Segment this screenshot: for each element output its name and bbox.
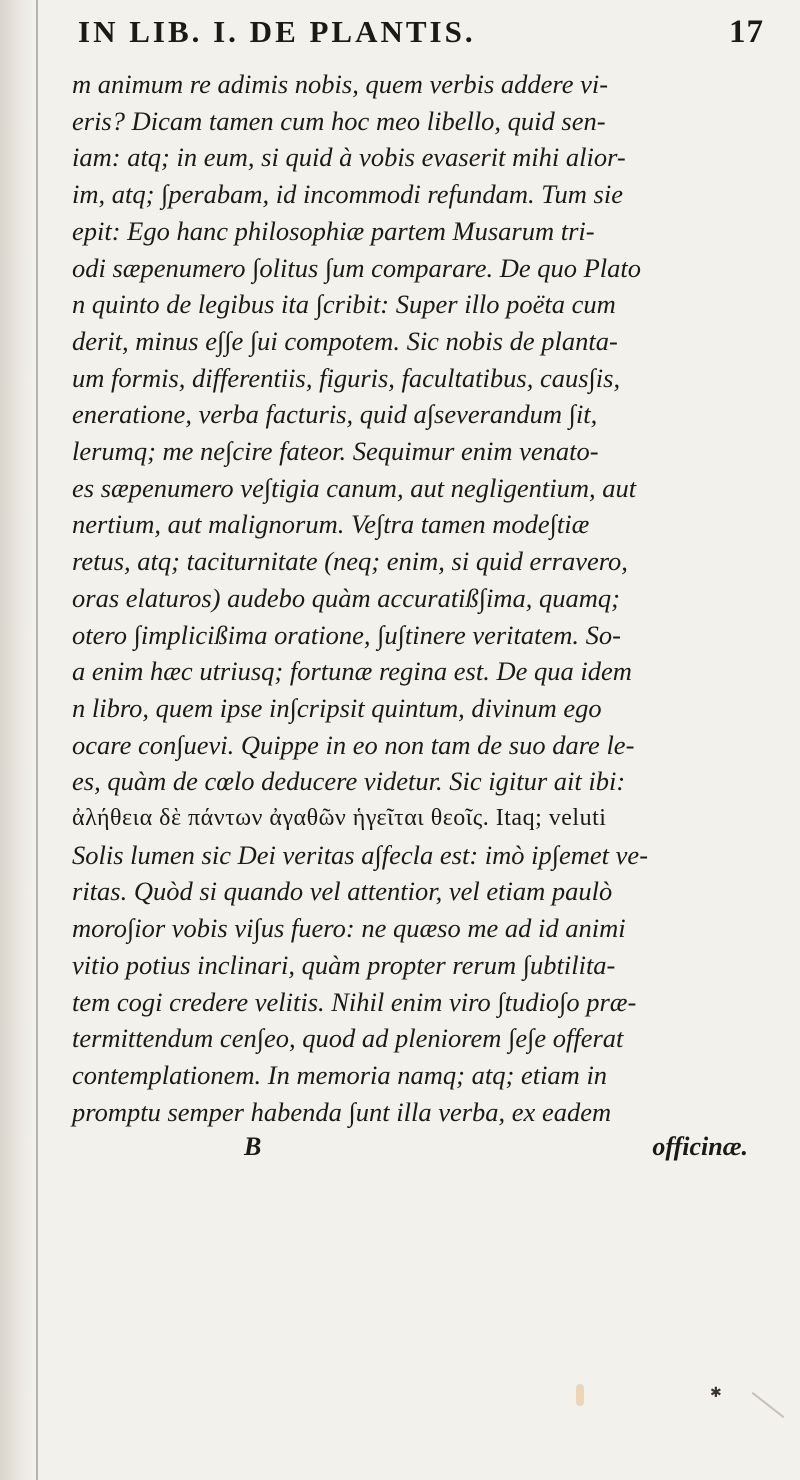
text-line: iam: atq; in eum, si quid à vobis evaserit mihi alior-	[72, 142, 626, 173]
text-line: lerumq; me ne∫cire fateor. Sequimur enim venato-	[72, 436, 599, 467]
catchword: officinæ.	[652, 1132, 748, 1162]
body-text	[52, 66, 772, 1130]
text-line: n libro, quem ipse in∫cripsit quintum, divinum ego	[72, 692, 602, 723]
binding-gutter	[0, 0, 34, 1480]
text-line: retus, atq; taciturnitate (neq; enim, si quid erravero,	[72, 546, 628, 577]
text-line: a enim hæc utriusq; fortunæ regina est. De qua idem	[72, 656, 632, 687]
scan-artifact-line	[752, 1392, 785, 1418]
text-line: promptu semper habenda ∫unt illa verba, ex eadem	[72, 1096, 612, 1127]
text-line: tem cogi credere velitis. Nihil enim viro ∫tudio∫o præ-	[72, 986, 637, 1017]
text-line: derit, minus e∫∫e ∫ui compotem. Sic nobis de planta-	[72, 325, 618, 356]
binding-edge	[36, 0, 38, 1480]
page-number: 17	[729, 14, 764, 50]
text-line: oras elaturos) audebo quàm accuratiß∫ima, quamq;	[72, 582, 621, 613]
text-line: epit: Ego hanc philosophiæ partem Musarum tri-	[72, 215, 595, 246]
text-line: es, quàm de cœlo deducere videtur. Sic igitur ait ibi:	[72, 766, 626, 797]
text-line: nertium, aut malignorum. Ve∫tra tamen mode∫tiæ	[72, 509, 590, 540]
text-line: ἀλήθεια δὲ πάντων ἀγαθῶν ἡγεῖται θεοῖς. Itaq; veluti	[72, 805, 607, 832]
asterisk-mark: ✱	[710, 1385, 722, 1401]
text-line: im, atq; ∫perabam, id incommodi refundam. Tum sie	[72, 179, 623, 210]
text-line: moro∫ior vobis vi∫us fuero: ne quæso me ad id animi	[72, 913, 626, 944]
book-page	[52, 14, 772, 1172]
text-line: um formis, differentiis, figuris, facultatibus, caus∫is,	[72, 362, 621, 393]
signature-mark: B	[244, 1132, 262, 1162]
text-line: termittendum cen∫eo, quod ad pleniorem ∫e∫e offerat	[72, 1023, 624, 1054]
text-line: odi sæpenumero ∫olitus ∫um comparare. De quo Plato	[72, 252, 642, 283]
text-line: eris? Dicam tamen cum hoc meo libello, quid sen-	[72, 105, 606, 136]
text-line: Solis lumen sic Dei veritas a∫fecla est: imò ip∫emet ve-	[72, 839, 649, 870]
text-line: es sæpenumero ve∫tigia canum, aut negligentium, aut	[72, 472, 637, 503]
text-line: contemplationem. In memoria namq; atq; etiam in	[72, 1059, 608, 1090]
text-line: ocare con∫uevi. Quippe in eo non tam de suo dare le-	[72, 729, 635, 760]
text-line: otero ∫implicißima oratione, ∫u∫tinere veritatem. So-	[72, 619, 621, 650]
text-line: m animum re adimis nobis, quem verbis addere vi-	[72, 69, 609, 99]
text-line: eneratione, verba facturis, quid a∫severandum ∫it,	[72, 399, 598, 430]
page-header	[78, 14, 764, 56]
text-line: n quinto de legibus ita ∫cribit: Super illo poëta cum	[72, 289, 616, 320]
running-title: IN LIB. I. DE PLANTIS.	[78, 14, 476, 49]
text-line: ritas. Quòd si quando vel attentior, vel etiam paulò	[72, 876, 613, 907]
text-line: vitio potius inclinari, quàm propter rerum ∫ubtilita-	[72, 949, 616, 980]
page-footer	[52, 1132, 772, 1172]
ink-stain	[576, 1384, 584, 1406]
